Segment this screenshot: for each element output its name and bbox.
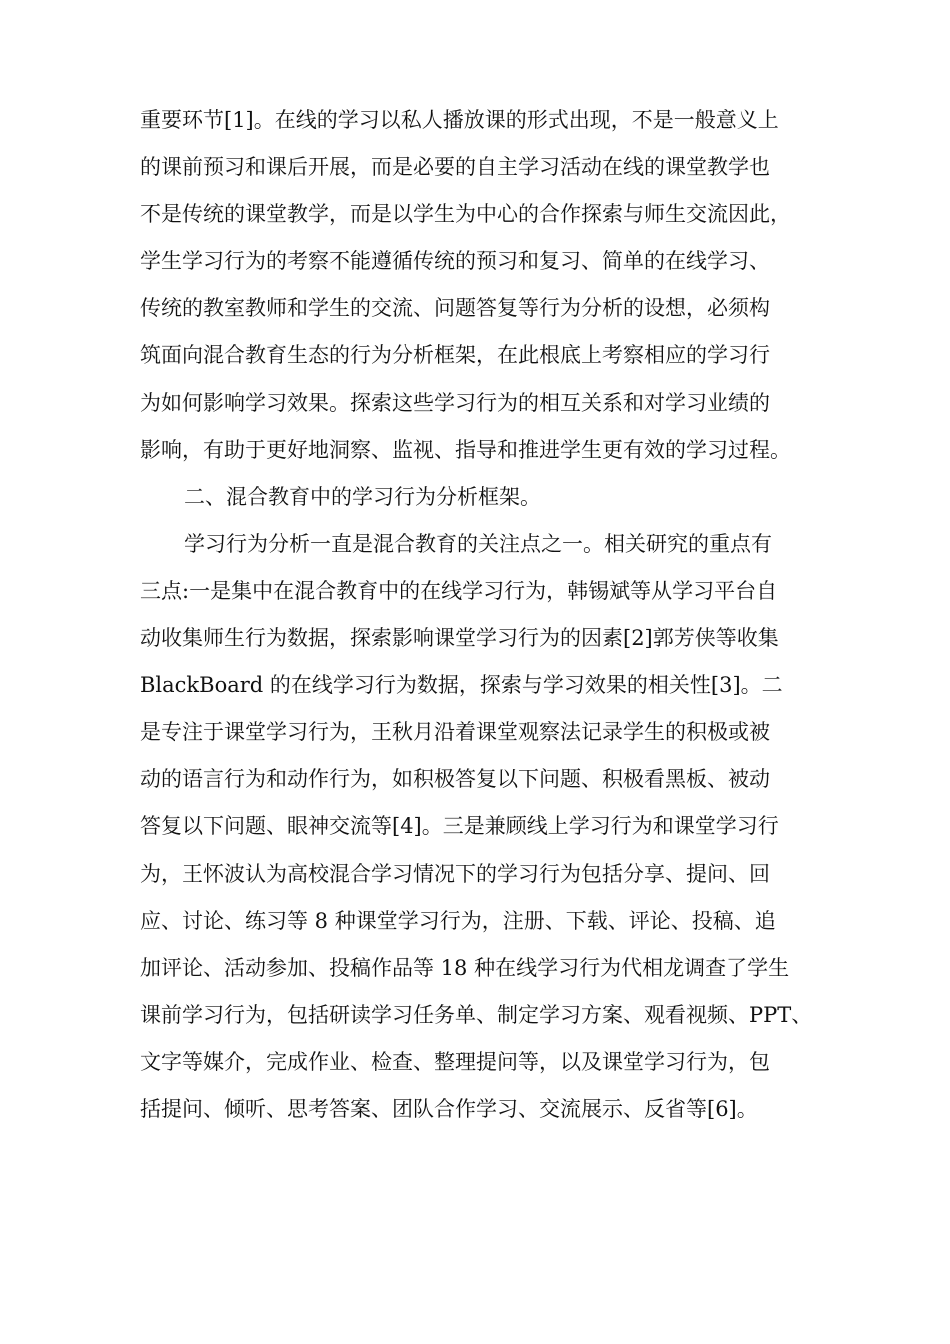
text-line: 答复以下问题、眼神交流等[4]。三是兼顾线上学习行为和课堂学习行 [140,814,779,839]
text-line: 三点:一是集中在混合教育中的在线学习行为，韩锡斌等从学习平台自 [140,578,778,603]
text-line: BlackBoard 的在线学习行为数据，探索与学习效果的相关性[3]。二 [140,673,783,698]
text-line: 不是传统的课堂教学，而是以学生为中心的合作探索与师生交流因此， [140,202,791,227]
document-body [140,97,812,1133]
text-line: 学习行为分析一直是混合教育的关注点之一。相关研究的重点有 [184,531,772,556]
text-line: 筑面向混合教育生态的行为分析框架，在此根底上考察相应的学习行 [140,343,770,368]
text-line: 动的语言行为和动作行为，如积极答复以下问题、积极看黑板、被动 [140,767,770,792]
text-line: 为如何影响学习效果。探索这些学习行为的相互关系和对学习业绩的 [140,390,770,415]
text-line: 影响，有助于更好地洞察、监视、指导和推进学生更有效的学习过程。 [140,437,791,462]
text-line: 加评论、活动参加、投稿作品等 18 种在线学习行为代相龙调查了学生 [140,955,790,980]
paragraph-1 [140,97,812,474]
text-line: 应、讨论、练习等 8 种课堂学习行为，注册、下载、评论、投稿、追 [140,908,776,933]
text-line: 是专注于课堂学习行为，王秋月沿着课堂观察法记录学生的积极或被 [140,720,770,745]
text-line: 括提问、倾听、思考答案、团队合作学习、交流展示、反省等[6]。 [140,1096,758,1121]
section-heading: 二、混合教育中的学习行为分析框架。 [184,484,541,509]
text-line: 文字等媒介，完成作业、检查、整理提问等，以及课堂学习行为，包 [140,1049,770,1074]
text-line: 动收集师生行为数据，探索影响课堂学习行为的因素[2]郭芳侠等收集 [140,626,779,651]
text-line: 重要环节[1]。在线的学习以私人播放课的形式出现，不是一般意义上 [140,108,779,132]
paragraph-2 [140,521,812,1133]
text-line: 课前学习行为，包括研读学习任务单、制定学习方案、观看视频、PPT、 [140,1002,812,1027]
text-line: 传统的教室教师和学生的交流、问题答复等行为分析的设想，必须构 [140,296,770,321]
text-line: 的课前预习和课后开展，而是必要的自主学习活动在线的课堂教学也 [140,155,770,180]
text-line: 为，王怀波认为高校混合学习情况下的学习行为包括分享、提问、回 [140,861,770,886]
text-line: 学生学习行为的考察不能遵循传统的预习和复习、简单的在线学习、 [140,249,770,274]
